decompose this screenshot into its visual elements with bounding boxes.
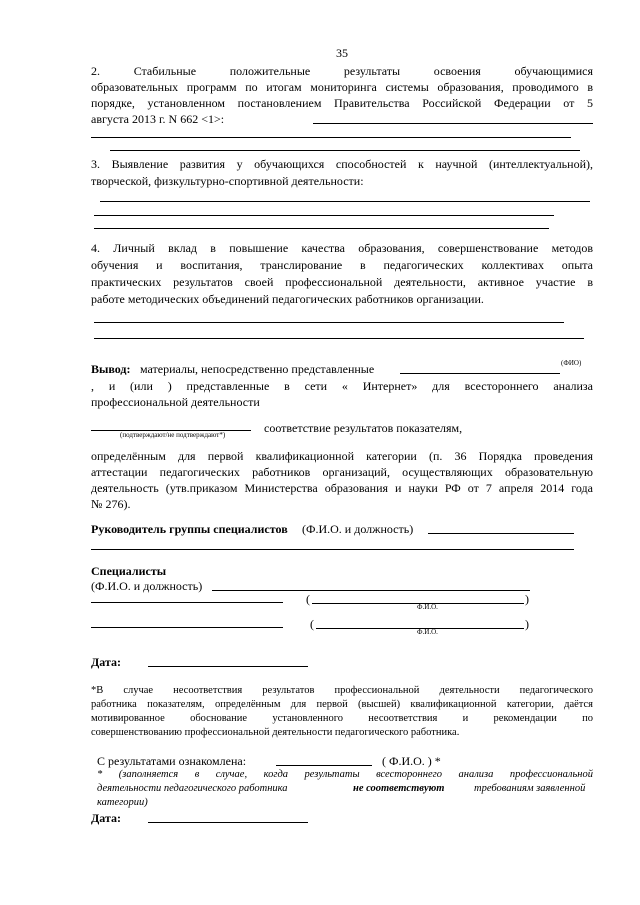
group-head-line-2[interactable] xyxy=(91,549,574,550)
page-number: 35 xyxy=(336,46,348,60)
specialists-title: Специалисты xyxy=(91,564,167,578)
conclusion-text: материалы, непосредственно представленные xyxy=(140,362,375,376)
fio-line[interactable] xyxy=(400,373,560,374)
paren-open: ( xyxy=(306,592,310,606)
answer-line[interactable] xyxy=(94,338,584,339)
specialist-1-line[interactable] xyxy=(91,602,283,603)
ack-fio: ( Ф.И.О. ) * xyxy=(382,754,441,768)
answer-line[interactable] xyxy=(110,150,580,151)
answer-line[interactable] xyxy=(94,228,549,229)
fio-hint: Ф.И.О. xyxy=(417,628,438,636)
ack-note-line-2c: требованиям заявленной xyxy=(474,783,586,794)
date-label: Дата: xyxy=(91,655,121,669)
section-2-line-3: порядке, установленном постановлением Правительства Российской Федерации от 5 xyxy=(91,96,593,110)
group-head-suffix: (Ф.И.О. и должность) xyxy=(302,522,414,536)
date-2-label: Дата: xyxy=(91,811,121,825)
section-3-line-2: творческой, физкультурно-спортивной деятельности: xyxy=(91,174,364,188)
group-head-label: Руководитель группы специалистов xyxy=(91,522,288,536)
answer-line[interactable] xyxy=(91,137,571,138)
fio-label: (ФИО) xyxy=(561,359,582,367)
confirm-text: соответствие результатов показателям, xyxy=(264,421,463,435)
answer-line[interactable] xyxy=(100,201,590,202)
conclusion-line-3: профессиональной деятельности xyxy=(91,395,260,409)
conclusion-line-5: аттестации педагогических работников организаций, осуществляющих образовательную xyxy=(91,465,593,479)
specialist-2-line[interactable] xyxy=(91,627,283,628)
ack-note-line-2b: не соответствуют xyxy=(353,783,445,794)
ack-label: С результатами ознакомлена: xyxy=(97,754,247,768)
date-line[interactable] xyxy=(148,666,308,667)
confirm-hint: (подтверждают/не подтверждают*) xyxy=(120,431,226,439)
date-2-line[interactable] xyxy=(148,822,308,823)
ack-note-line-2a: деятельности педагогического работника xyxy=(97,783,288,794)
ack-note-line-3: категории) xyxy=(97,797,148,808)
footnote-line-1: *В случае несоответствия результатов профессиональной деятельности педагогического xyxy=(91,685,593,696)
section-4-line-3: практических результатов своей профессиональной деятельности, активное участие в xyxy=(91,275,593,289)
conclusion-line-2: , и (или ) представленные в сети « Интернет» для всестороннего анализа xyxy=(91,379,593,393)
section-2-line-4: августа 2013 г. N 662 <1>: xyxy=(91,112,225,126)
paren-open: ( xyxy=(310,617,314,631)
footnote-line-4: совершенствованию профессиональной деятельности педагогического работника. xyxy=(91,727,460,738)
ack-signature-line[interactable] xyxy=(276,765,372,766)
section-4-line-4: работе методических объединений педагогических работников организации. xyxy=(91,292,484,306)
section-2-line-1: 2. Стабильные положительные результаты освоения обучающимися xyxy=(91,64,593,78)
answer-line[interactable] xyxy=(313,123,593,124)
footnote-line-2: работника показателям, определённым для первой (высшей) квалификационной категории, даётся xyxy=(91,699,593,710)
specialists-line[interactable] xyxy=(212,590,530,591)
fio-hint: Ф.И.О. xyxy=(417,603,438,611)
ack-note-line-1: * (заполняется в случае, когда результаты всестороннего анализа профессиональной xyxy=(97,769,593,780)
group-head-line[interactable] xyxy=(428,533,574,534)
answer-line[interactable] xyxy=(94,322,564,323)
section-4-line-1: 4. Личный вклад в повышение качества образования, совершенствование методов xyxy=(91,241,593,255)
footnote-line-3: мотивированное обоснование установленного несоответствия и рекомендации по xyxy=(91,713,593,724)
specialists-subtitle: (Ф.И.О. и должность) xyxy=(91,579,203,593)
conclusion-line-6: деятельность (утв.приказом Министерства образования и науки РФ от 7 апреля 2014 года xyxy=(91,481,593,495)
section-4-line-2: обучения и воспитания, транслирование в педагогических коллективах опыта xyxy=(91,258,593,272)
answer-line[interactable] xyxy=(94,215,554,216)
conclusion-line-4: определённым для первой квалификационной категории (п. 36 Порядка проведения xyxy=(91,449,593,463)
paren-close: ) xyxy=(525,617,529,631)
section-2-line-2: образовательных программ по итогам мониторинга системы образования, проводимого в xyxy=(91,80,593,94)
section-3-line-1: 3. Выявление развития у обучающихся способностей к научной (интеллектуальной), xyxy=(91,157,593,171)
conclusion-line-7: № 276). xyxy=(91,497,131,511)
conclusion-label: Вывод: xyxy=(91,362,131,376)
paren-close: ) xyxy=(525,592,529,606)
